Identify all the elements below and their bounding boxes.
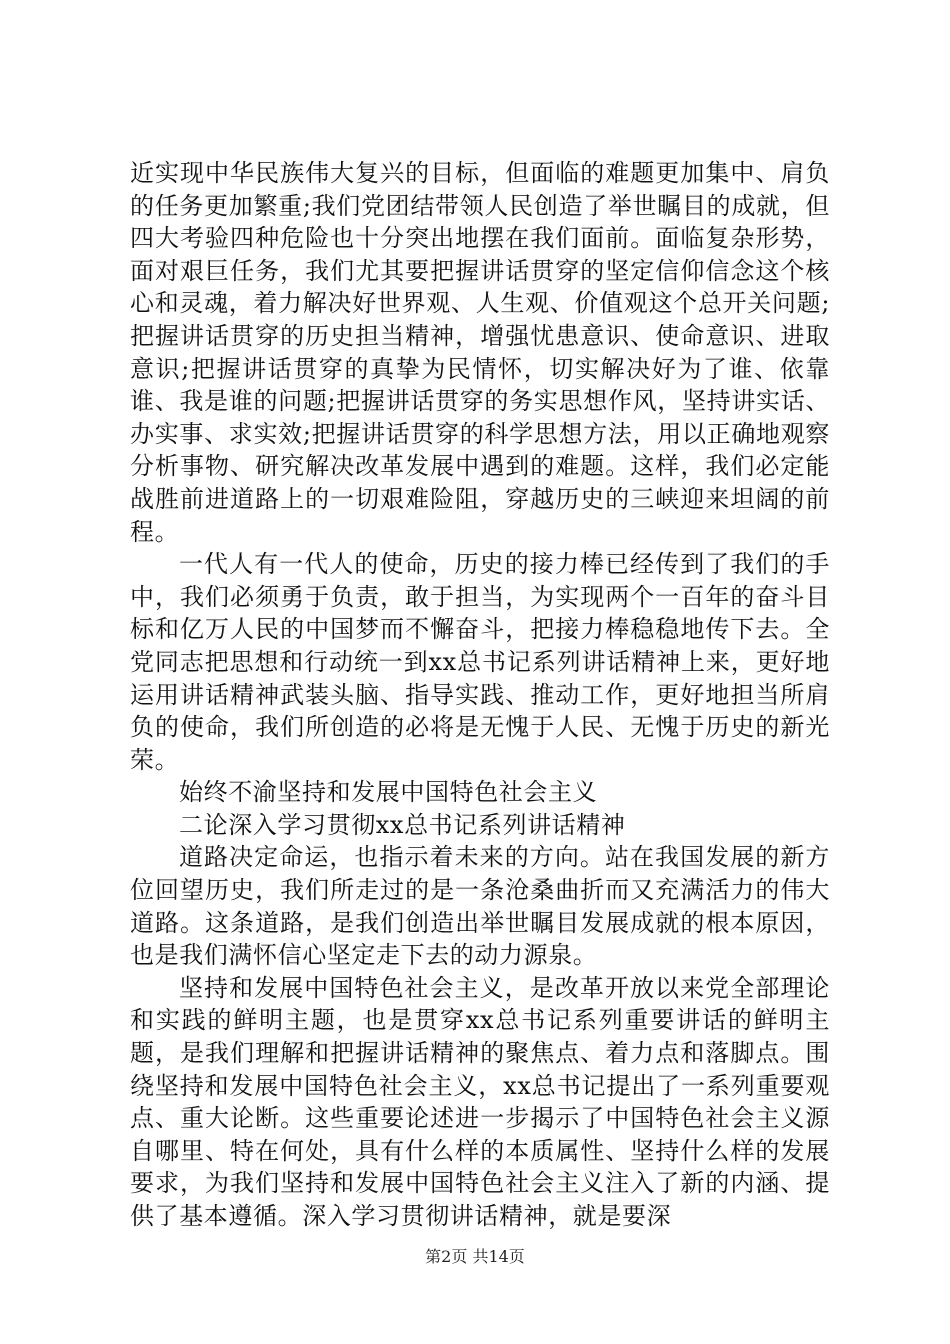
paragraph-4: 坚持和发展中国特色社会主义，是改革开放以来党全部理论和实践的鲜明主题，也是贯穿xx总书记系列重要讲话的鲜明主题，是我们理解和把握讲话精神的聚焦点、着力点和落脚点。围绕坚持和发展中国特色社会主义，xx总书记提出了一系列重要观点、重大论断。这些重要论述进一步揭示了中国特色社会主义源自哪里、特在何处，具有什么样的本质属性、坚持什么样的发展要求，为我们坚持和发展中国特色社会主义注入了新的内涵、提供了基本遵循。深入学习贯彻讲话精神，就是要深	[130, 973, 830, 1230]
document-body	[130, 157, 830, 1233]
paragraph-1: 近实现中华民族伟大复兴的目标，但面临的难题更加集中、肩负的任务更加繁重;我们党团结带领人民创造了举世瞩目的成就，但四大考验四种危险也十分突出地摆在我们面前。面临复杂形势，面对艰巨任务，我们尤其要把握讲话贯穿的坚定信仰信念这个核心和灵魂，着力解决好世界观、人生观、价值观这个总开关问题;把握讲话贯穿的历史担当精神，增强忧患意识、使命意识、进取意识;把握讲话贯穿的真挚为民情怀，切实解决好为了谁、依靠谁、我是谁的问题;把握讲话贯穿的务实思想作风，坚持讲实话、办实事、求实效;把握讲话贯穿的科学思想方法，用以正确地观察分析事物、研究解决改革发展中遇到的难题。这样，我们必定能战胜前进道路上的一切艰难险阻，穿越历史的三峡迎来坦阔的前程。	[130, 159, 830, 546]
page-footer	[0, 1244, 950, 1267]
article-subtitle: 二论深入学习贯彻xx总书记系列讲话精神	[179, 810, 626, 839]
paragraph-2: 一代人有一代人的使命，历史的接力棒已经传到了我们的手中，我们必须勇于负责，敢于担当，为实现两个一百年的奋斗目标和亿万人民的中国梦而不懈奋斗，把接力棒稳稳地传下去。全党同志把思想和行动统一到xx总书记系列讲话精神上来，更好地运用讲话精神武装头脑、指导实践、推动工作，更好地担当所肩负的使命，我们所创造的必将是无愧于人民、无愧于历史的新光荣。	[130, 550, 830, 774]
article-title: 始终不渝坚持和发展中国特色社会主义	[179, 778, 598, 807]
page-number-label: 第2页 共14页	[425, 1247, 525, 1266]
paragraph-3: 道路决定命运，也指示着未来的方向。站在我国发展的新方位回望历史，我们所走过的是一条沧桑曲折而又充满活力的伟大道路。这条道路，是我们创造出举世瞩目发展成就的根本原因，也是我们满怀信心坚定走下去的动力源泉。	[130, 843, 830, 970]
